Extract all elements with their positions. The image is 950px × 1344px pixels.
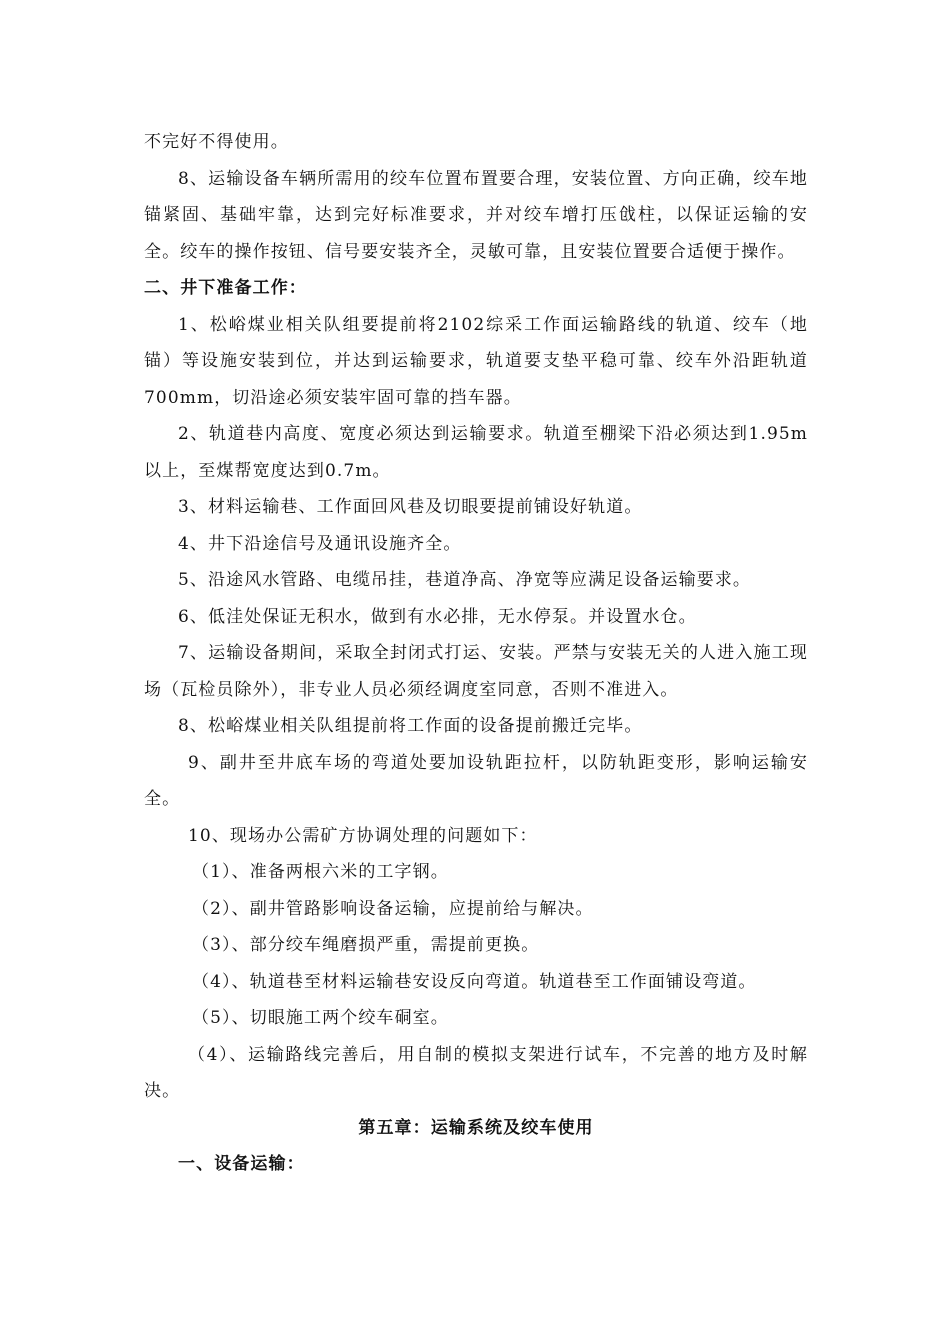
list-item-4: 4、井下沿途信号及通讯设施齐全。 xyxy=(178,533,462,554)
list-item-6: 6、低洼处保证无积水，做到有水必排，无水停泵。并设置水仓。 xyxy=(178,606,697,627)
document-body xyxy=(144,124,808,1183)
sub-item-2: （2）、副井管路影响设备运输，应提前给与解决。 xyxy=(192,898,594,919)
list-item-2: 2、轨道巷内高度、宽度必须达到运输要求。轨道至棚梁下沿必须达到1.95m以上，至煤帮宽度达到0.7m。 xyxy=(144,424,808,481)
list-item-8: 8、松峪煤业相关队组提前将工作面的设备提前搬迁完毕。 xyxy=(178,716,643,736)
sub-item-4: （4）、轨道巷至材料运输巷安设反向弯道。轨道巷至工作面铺设弯道。 xyxy=(192,971,757,992)
item-8-paragraph: 8、运输设备车辆所需用的绞车位置布置要合理，安装位置、方向正确，绞车地锚紧固、基础牢靠，达到完好标准要求，并对绞车增打压戗柱，以保证运输的安全。绞车的操作按钮、信号要安装齐全，灵敏可靠，且安装位置要合适便于操作。 xyxy=(144,168,808,262)
continuation-text: 不完好不得使用。 xyxy=(144,132,289,152)
chapter-sub-heading: 一、设备运输： xyxy=(178,1154,305,1174)
list-item-1: 1、松峪煤业相关队组要提前将2102综采工作面运输路线的轨道、绞车（地锚）等设施安装到位，并达到运输要求，轨道要支垫平稳可靠、绞车外沿距轨道700mm，切沿途必须安装牢固可靠的挡车器。 xyxy=(144,314,808,408)
list-item-9: 9、副井至井底车场的弯道处要加设轨距拉杆，以防轨距变形，影响运输安全。 xyxy=(144,752,808,809)
section-heading-underground-prep: 二、井下准备工作： xyxy=(144,278,307,298)
list-item-10: 10、现场办公需矿方协调处理的问题如下： xyxy=(188,825,538,846)
sub-item-6: （4）、运输路线完善后，用自制的模拟支架进行试车，不完善的地方及时解决。 xyxy=(144,1044,808,1101)
sub-item-1: （1）、准备两根六米的工字钢。 xyxy=(192,862,449,882)
sub-item-3: （3）、部分绞车绳磨损严重，需提前更换。 xyxy=(192,935,540,955)
list-item-5: 5、沿途风水管路、电缆吊挂，巷道净高、净宽等应满足设备运输要求。 xyxy=(178,570,752,590)
list-item-3: 3、材料运输巷、工作面回风巷及切眼要提前铺设好轨道。 xyxy=(178,497,643,517)
sub-item-5: （5）、切眼施工两个绞车硐室。 xyxy=(192,1008,449,1028)
list-item-7: 7、运输设备期间，采取全封闭式打运、安装。严禁与安装无关的人进入施工现场（瓦检员除外），非专业人员必须经调度室同意，否则不准进入。 xyxy=(144,643,808,700)
chapter-title: 第五章：运输系统及绞车使用 xyxy=(358,1117,594,1138)
